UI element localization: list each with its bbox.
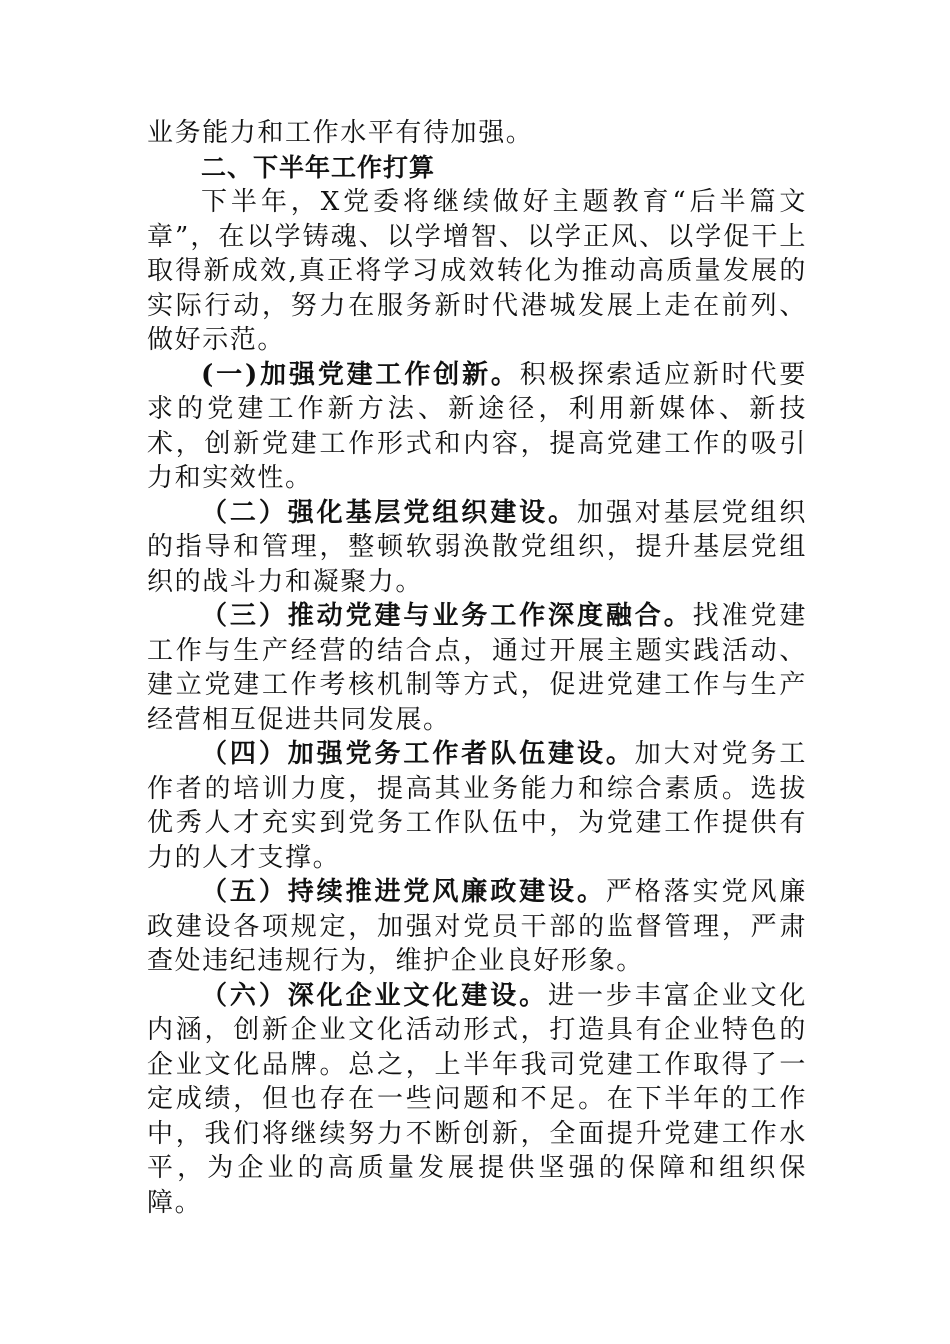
item-lead-3: （三）推动党建与业务工作深度融合。 — [201, 601, 693, 631]
item-paragraph-3 — [147, 599, 807, 737]
item-body-6: 进一步丰富企业文化内涵，创新企业文化活动形式，打造具有企业特色的企业文化品牌。总之，上半年我司党建工作取得了一定成绩，但也存在一些问题和不足。在下半年的工作中，我们将继续努力不断创新，全面提升党建工作水平，为企业的高质量发展提供坚强的保障和组织保障。 — [147, 980, 808, 1218]
document-body — [147, 116, 807, 1220]
item-lead-2: （二）强化基层党组织建设。 — [201, 497, 577, 528]
item-paragraph-6 — [147, 979, 807, 1221]
opening-line: 业务能力和工作水平有待加强。 — [147, 118, 534, 148]
item-body-4: 加大对党务工作者的培训力度，提高其业务能力和综合素质。选拔优秀人才充实到党务工作队伍中，为党建工作提供有力的人才支撑。 — [147, 739, 807, 873]
item-lead-1: (一)加强党建工作创新。 — [201, 359, 520, 390]
item-lead-6: （六）深化企业文化建设。 — [201, 980, 549, 1011]
item-paragraph-1 — [147, 358, 807, 496]
item-body-3: 找准党建工作与生产经营的结合点，通过开展主题实践活动、建立党建工作考核机制等方式，促进党建工作与生产经营相互促进共同发展。 — [147, 601, 807, 735]
item-paragraph-4 — [147, 737, 807, 875]
item-paragraph-2 — [147, 496, 807, 600]
item-body-5: 严格落实党风廉政建设各项规定，加强对党员干部的监督管理，严肃查处违纪违规行为，维护企业良好形象。 — [147, 877, 807, 976]
item-lead-4: （四）加强党务工作者队伍建设。 — [201, 739, 635, 769]
item-body-1: 积极探索适应新时代要求的党建工作新方法、新途径，利用新媒体、新技术，创新党建工作形式和内容，提高党建工作的吸引力和实效性。 — [147, 359, 807, 493]
section-heading: 二、下半年工作打算 — [201, 152, 436, 182]
item-paragraph-5 — [147, 875, 807, 979]
item-lead-5: （五）持续推进党风廉政建设。 — [201, 877, 606, 907]
item-body-2: 加强对基层党组织的指导和管理，整顿软弱涣散党组织，提升基层党组织的战斗力和凝聚力。 — [147, 497, 807, 597]
intro-paragraph: 下半年，X党委将继续做好主题教育“后半篇文章”，在以学铸魂、以学增智、以学正风、以学促干上取得新成效,真正将学习成效转化为推动高质量发展的实际行动，努力在服务新时代港城发展上走在前列、做好示范。 — [147, 187, 807, 355]
